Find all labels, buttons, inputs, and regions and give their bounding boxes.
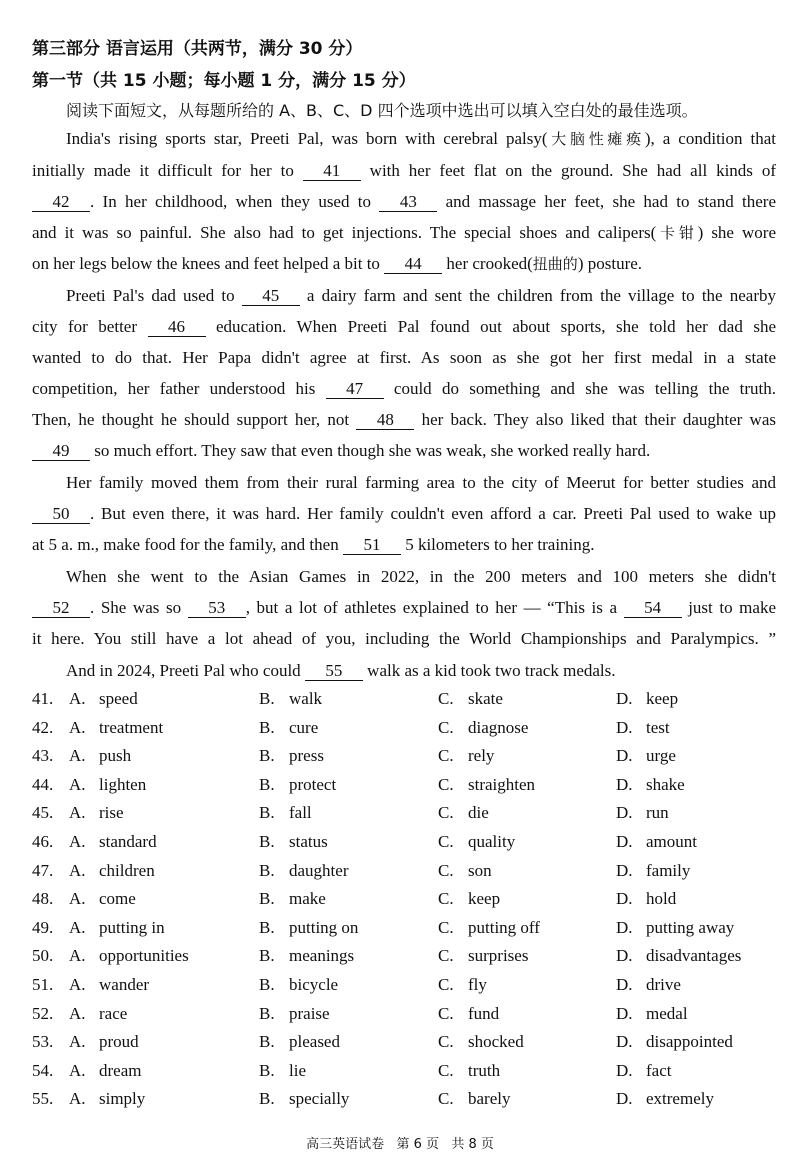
option-text: praise [289,1003,330,1023]
option-d[interactable] [616,718,670,738]
question-number: 49. [32,917,54,937]
option-text: race [99,1003,128,1023]
option-letter: D. [616,917,633,937]
option-letter: D. [616,889,633,909]
blank-45: 45 [242,287,300,306]
option-text: fund [468,1003,500,1023]
option-letter: B. [259,1060,275,1080]
option-letter: B. [259,832,275,851]
question-number: 44. [32,774,54,794]
option-letter: D. [616,803,633,823]
blank-41: 41 [303,162,361,181]
passage-line: 52 . She was so 53 , but a lot of athletes explained to her — “This is a 54 just to make [32,598,776,618]
option-d[interactable] [616,1089,714,1109]
option-a[interactable] [69,718,163,738]
option-b[interactable] [259,918,358,938]
passage-line: Preeti Pal's dad used to 45 a dairy farm and sent the children from the village to the nearby [66,286,777,305]
option-letter: A. [69,774,86,794]
option-c[interactable] [438,861,492,881]
option-text: make [289,889,326,909]
blank-48: 48 [356,411,414,430]
option-letter: D. [616,689,633,708]
option-letter: A. [69,975,86,994]
option-letter: D. [616,1003,633,1023]
option-text: urge [646,746,676,766]
option-text: dream [99,1060,142,1080]
option-text: truth [468,1060,501,1080]
question-number: 41. [32,689,54,708]
question-number: 47. [32,860,54,880]
question-number: 43. [32,746,54,766]
option-letter: D. [616,1032,633,1052]
passage-line: India's rising sports star, Preeti Pal, was born with cerebral palsy(大脑性瘫痪), a condition that [66,129,776,148]
option-letter: C. [438,1032,454,1052]
passage-line: on her legs below the knees and feet helped a bit to 44 her crooked(扭曲的) posture. [32,254,643,273]
option-letter: D. [616,1089,633,1109]
passage-line: and it was so painful. She also had to get injections. The special shoes and calipers(卡钳) she wore [32,223,776,242]
option-text: lie [289,1060,306,1080]
option-a[interactable] [69,1032,139,1052]
option-text: die [468,803,489,823]
passage-line: it here. You still have a lot ahead of you, including the World Championships and Paralympics. ” [32,629,776,648]
blank-52: 52 [32,599,90,618]
option-c[interactable] [438,918,540,938]
option-letter: D. [616,746,633,766]
option-text: lighten [99,774,147,794]
option-d[interactable] [616,1032,733,1052]
option-letter: B. [259,860,275,880]
question-number: 55. [32,1089,54,1109]
option-letter: C. [438,946,454,966]
option-a[interactable] [69,1089,145,1109]
passage-line: wanted to do that. Her Papa didn't agree at first. As soon as she got her first medal in a state [32,348,776,367]
option-text: walk [289,689,323,708]
option-d[interactable] [616,775,685,795]
option-text: shake [646,774,685,794]
option-letter: A. [69,917,86,937]
option-b[interactable] [259,775,336,795]
blank-49: 49 [32,442,90,461]
option-letter: C. [438,774,454,794]
blank-47: 47 [326,380,384,399]
option-text: children [99,860,155,880]
option-text: status [289,832,328,851]
option-text: surprises [468,946,529,966]
option-b[interactable] [259,889,326,909]
option-letter: B. [259,975,275,994]
passage-line: initially made it difficult for her to 41 with her feet flat on the ground. She had all kinds of [32,161,776,180]
option-text: daughter [289,860,349,880]
option-text: extremely [646,1089,714,1109]
option-a[interactable] [69,1061,141,1081]
option-b[interactable] [259,946,354,966]
option-c[interactable] [438,718,528,738]
option-letter: A. [69,1089,86,1109]
option-text: keep [646,689,679,708]
option-letter: B. [259,803,275,823]
question-number: 50. [32,946,54,966]
option-c[interactable] [438,1032,524,1052]
blank-54: 54 [624,599,682,618]
option-text: putting away [646,917,735,937]
blank-51: 51 [343,536,401,555]
option-b[interactable] [259,861,348,881]
option-text: bicycle [289,975,339,994]
option-c[interactable] [438,803,489,823]
question-number: 42. [32,717,54,737]
option-c[interactable] [438,975,487,995]
option-text: protect [289,774,337,794]
option-a[interactable] [69,775,146,795]
option-text: quality [468,832,516,851]
option-letter: B. [259,917,275,937]
option-letter: A. [69,860,86,880]
passage-line: 49 so much effort. They saw that even though she was weak, she worked really hard. [32,441,776,461]
option-letter: D. [616,946,633,966]
option-letter: A. [69,803,86,823]
subsection-title: 第一节（共 15 小题；每小题 1 分，满分 15 分） [32,71,416,91]
option-b[interactable] [259,746,324,766]
passage-line: And in 2024, Preeti Pal who could 55 walk as a kid took two track medals. [66,661,616,680]
option-letter: D. [616,975,633,994]
option-letter: B. [259,746,275,766]
section-title: 第三部分 语言运用（共两节，满分 30 分） [32,39,363,59]
blank-53: 53 [188,599,246,618]
option-a[interactable] [69,803,124,823]
option-text: putting on [289,917,359,937]
option-b[interactable] [259,832,328,852]
option-c[interactable] [438,689,503,709]
option-b[interactable] [259,975,338,995]
option-text: rely [468,746,495,766]
option-letter: C. [438,889,454,909]
option-letter: D. [616,832,633,851]
option-letter: C. [438,803,454,823]
option-letter: A. [69,746,86,766]
question-number: 53. [32,1032,54,1052]
option-a[interactable] [69,746,131,766]
option-text: standard [99,832,157,851]
option-letter: D. [616,774,633,794]
option-c[interactable] [438,946,528,966]
option-text: putting off [468,917,540,937]
option-text: disadvantages [646,946,742,966]
option-text: drive [646,975,681,994]
option-letter: A. [69,1060,86,1080]
option-letter: A. [69,1032,86,1052]
option-letter: C. [438,1060,454,1080]
option-text: barely [468,1089,511,1109]
option-a[interactable] [69,946,189,966]
option-b[interactable] [259,803,312,823]
option-text: run [646,803,669,823]
option-a[interactable] [69,918,165,938]
option-text: keep [468,889,501,909]
option-letter: B. [259,774,275,794]
option-text: opportunities [99,946,189,966]
option-d[interactable] [616,975,681,995]
option-letter: C. [438,860,454,880]
option-a[interactable] [69,1004,127,1024]
option-d[interactable] [616,689,678,709]
option-a[interactable] [69,889,136,909]
option-d[interactable] [616,803,669,823]
option-text: fact [646,1060,672,1080]
option-text: treatment [99,717,164,737]
option-letter: A. [69,889,86,909]
option-letter: D. [616,717,633,737]
option-text: straighten [468,774,536,794]
option-text: wander [99,975,150,994]
option-text: push [99,746,132,766]
option-letter: A. [69,832,86,851]
option-d[interactable] [616,832,697,852]
option-text: son [468,860,492,880]
passage-line: 42 . In her childhood, when they used to 43 and massage her feet, she had to stand there [32,192,776,212]
option-text: diagnose [468,717,529,737]
passage-line: 50 . But even there, it was hard. Her family couldn't even afford a car. Preeti Pal used to wake up [32,504,776,524]
option-c[interactable] [438,889,500,909]
option-c[interactable] [438,832,515,852]
option-letter: A. [69,717,86,737]
option-d[interactable] [616,861,690,881]
option-text: test [646,717,670,737]
option-text: meanings [289,946,355,966]
question-number: 51. [32,975,54,994]
option-d[interactable] [616,889,676,909]
option-a[interactable] [69,689,138,709]
option-text: pleased [289,1032,340,1052]
option-text: specially [289,1089,350,1109]
option-d[interactable] [616,918,734,938]
passage-line: Her family moved them from their rural farming area to the city of Meerut for better studies and [66,473,776,492]
option-text: speed [99,689,138,708]
option-letter: B. [259,717,275,737]
question-number: 54. [32,1060,54,1080]
option-text: shocked [468,1032,524,1052]
option-letter: B. [259,1032,275,1052]
option-d[interactable] [616,746,676,766]
option-text: amount [646,832,697,851]
option-letter: B. [259,946,275,966]
option-c[interactable] [438,746,494,766]
question-number: 48. [32,889,54,909]
option-letter: C. [438,975,454,994]
option-letter: A. [69,1003,86,1023]
page-footer: 高三英语试卷 第 6 页 共 8 页 [306,1137,494,1152]
option-letter: C. [438,832,454,851]
option-a[interactable] [69,975,149,995]
passage-line: competition, her father understood his 47 could do something and she was telling the truth. [32,379,777,398]
option-d[interactable] [616,946,741,966]
option-letter: C. [438,746,454,766]
option-letter: B. [259,1089,275,1109]
passage-line: at 5 a. m., make food for the family, and then 51 5 kilometers to her training. [32,535,595,554]
option-letter: C. [438,717,454,737]
option-letter: C. [438,917,454,937]
question-number: 46. [32,832,54,851]
option-letter: C. [438,689,454,708]
option-letter: C. [438,1003,454,1023]
option-letter: B. [259,889,275,909]
option-letter: D. [616,860,633,880]
blank-42: 42 [32,193,90,212]
option-a[interactable] [69,861,155,881]
question-number: 52. [32,1003,54,1023]
option-b[interactable] [259,718,318,738]
option-c[interactable] [438,1061,500,1081]
option-text: fly [468,975,487,994]
blank-43: 43 [379,193,437,212]
option-text: medal [646,1003,688,1023]
instruction-text: 阅读下面短文，从每题所给的 A、B、C、D 四个选项中选出可以填入空白处的最佳选项。 [66,101,698,120]
passage-line: When she went to the Asian Games in 2022, in the 200 meters and 100 meters she didn't [66,567,776,586]
blank-46: 46 [148,318,206,337]
option-letter: A. [69,689,86,708]
question-number: 45. [32,803,54,823]
option-letter: B. [259,689,275,708]
option-text: hold [646,889,677,909]
option-b[interactable] [259,1004,330,1024]
option-text: skate [468,689,503,708]
option-letter: B. [259,1003,275,1023]
option-text: proud [99,1032,139,1052]
option-text: disappointed [646,1032,733,1052]
blank-50: 50 [32,505,90,524]
option-c[interactable] [438,1004,499,1024]
option-text: come [99,889,136,909]
option-b[interactable] [259,1061,306,1081]
option-a[interactable] [69,832,157,852]
option-letter: C. [438,1089,454,1109]
option-b[interactable] [259,1089,349,1109]
passage-line: Then, he thought he should support her, not 48 her back. They also liked that their daughter was [32,410,776,429]
option-b[interactable] [259,1032,340,1052]
option-text: cure [289,717,319,737]
option-text: rise [99,803,124,823]
option-text: press [289,746,324,766]
option-d[interactable] [616,1004,688,1024]
option-letter: D. [616,1060,633,1080]
option-text: family [646,860,691,880]
option-d[interactable] [616,1061,671,1081]
option-text: simply [99,1089,146,1109]
option-c[interactable] [438,1089,510,1109]
blank-44: 44 [384,255,442,274]
option-b[interactable] [259,689,322,709]
option-letter: A. [69,946,86,966]
option-c[interactable] [438,775,535,795]
passage-line: city for better 46 education. When Preeti Pal found out about sports, she told her dad she [32,317,777,336]
option-text: putting in [99,917,165,937]
blank-55: 55 [305,662,363,681]
option-text: fall [289,803,312,823]
